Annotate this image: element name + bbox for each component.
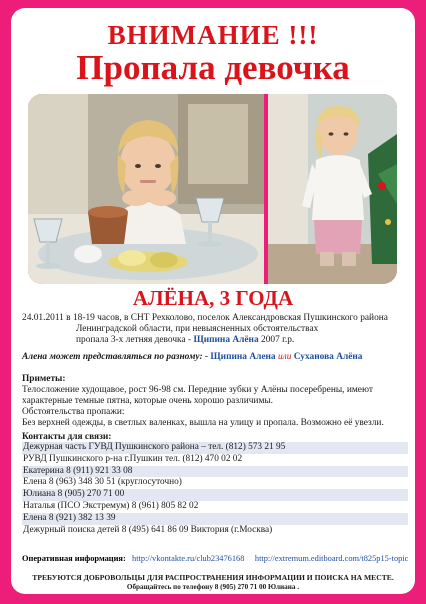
description-line-2: Ленинградской области, при невыясненных обстоятельствах [76,324,319,334]
description-line-1: 24.01.2011 в 18-19 часов, в СНТ Рехколово, поселок Александровская Пушкинского района [22,313,388,323]
vkontakte-link[interactable]: http://vkontakte.ru/club23476168 [132,554,245,563]
volunteers-needed: ТРЕБУЮТСЯ ДОБРОВОЛЬЦЫ ДЛЯ РАСПРОСТРАНЕНИЯ ИНФОРМАЦИИ И ПОИСКА НА МЕСТЕ. [32,573,394,582]
description-line-3-prefix: пропала 3-х летняя девочка - [76,335,194,345]
circumstances-title: Обстоятельства пропажи: [22,407,125,417]
missing-child-name: Щипина Алёна [193,335,259,345]
contact-row: РУВД Пушкинского р-на г.Пушкин тел. (812) 470 02 02 [23,453,243,464]
alias-lead: Алена может представляться по разному: - [22,352,211,362]
alias-line [22,352,362,363]
contact-row: Елена 8 (921) 382 13 39 [22,513,408,525]
signs-title: Приметы: [22,374,66,384]
operational-info [22,554,408,563]
contacts-list [22,442,408,536]
photo-frame [28,94,397,284]
signs-line-1: Телосложение худощавое, рост 96-98 см. Передние зубки у Алёны посеребрены, имеют [22,385,373,395]
contacts-title: Контакты для связи: [22,432,112,442]
contact-row: Елена 8 (963) 348 30 51 (круглосуточно) [23,477,182,488]
circumstances-text: Без верхней одежды, в светлых валенках, вышла на улицу и пропала. Возможно её увезли. [22,418,384,428]
description-line-3 [76,335,294,346]
contact-row: Дежурная часть ГУВД Пушкинского района – тел. (812) 573 21 95 [22,442,408,454]
contact-row: Дежурный поиска детей 8 (495) 641 86 09 Виктория (г.Москва) [23,524,273,535]
contact-row: Наталья (ПСО Экстремум) 8 (961) 805 82 02 [23,500,199,511]
alias-name-1: Щипина Алена [210,352,276,362]
description-line-3-suffix: 2007 г.р. [258,335,295,345]
alias-name-2: Суханова Алёна [293,352,363,362]
alias-or: или [275,352,294,362]
child-at-table-photo [28,94,264,284]
child-name-age: АЛЁНА, 3 ГОДА [132,286,294,310]
extremum-forum-link[interactable]: http://extremum.editboard.com/t825p15-topic [254,554,409,563]
contact-row: Екатерина 8 (911) 921 33 08 [22,466,408,478]
operational-info-label: Оперативная информация: [22,554,126,563]
attention-heading: ВНИМАНИЕ !!! [107,20,319,50]
contact-row: Юлиана 8 (905) 270 71 00 [22,489,408,501]
missing-girl-headline: Пропала девочка [76,48,350,87]
poster-sheet [11,8,415,594]
child-standing-photo [268,94,397,284]
signs-line-2: характерные темные пятна, которые очень хорошо различимы. [22,396,274,406]
volunteers-phone: Обращайтесь по телефону 8 (905) 270 71 00 Юлиана . [126,583,300,591]
